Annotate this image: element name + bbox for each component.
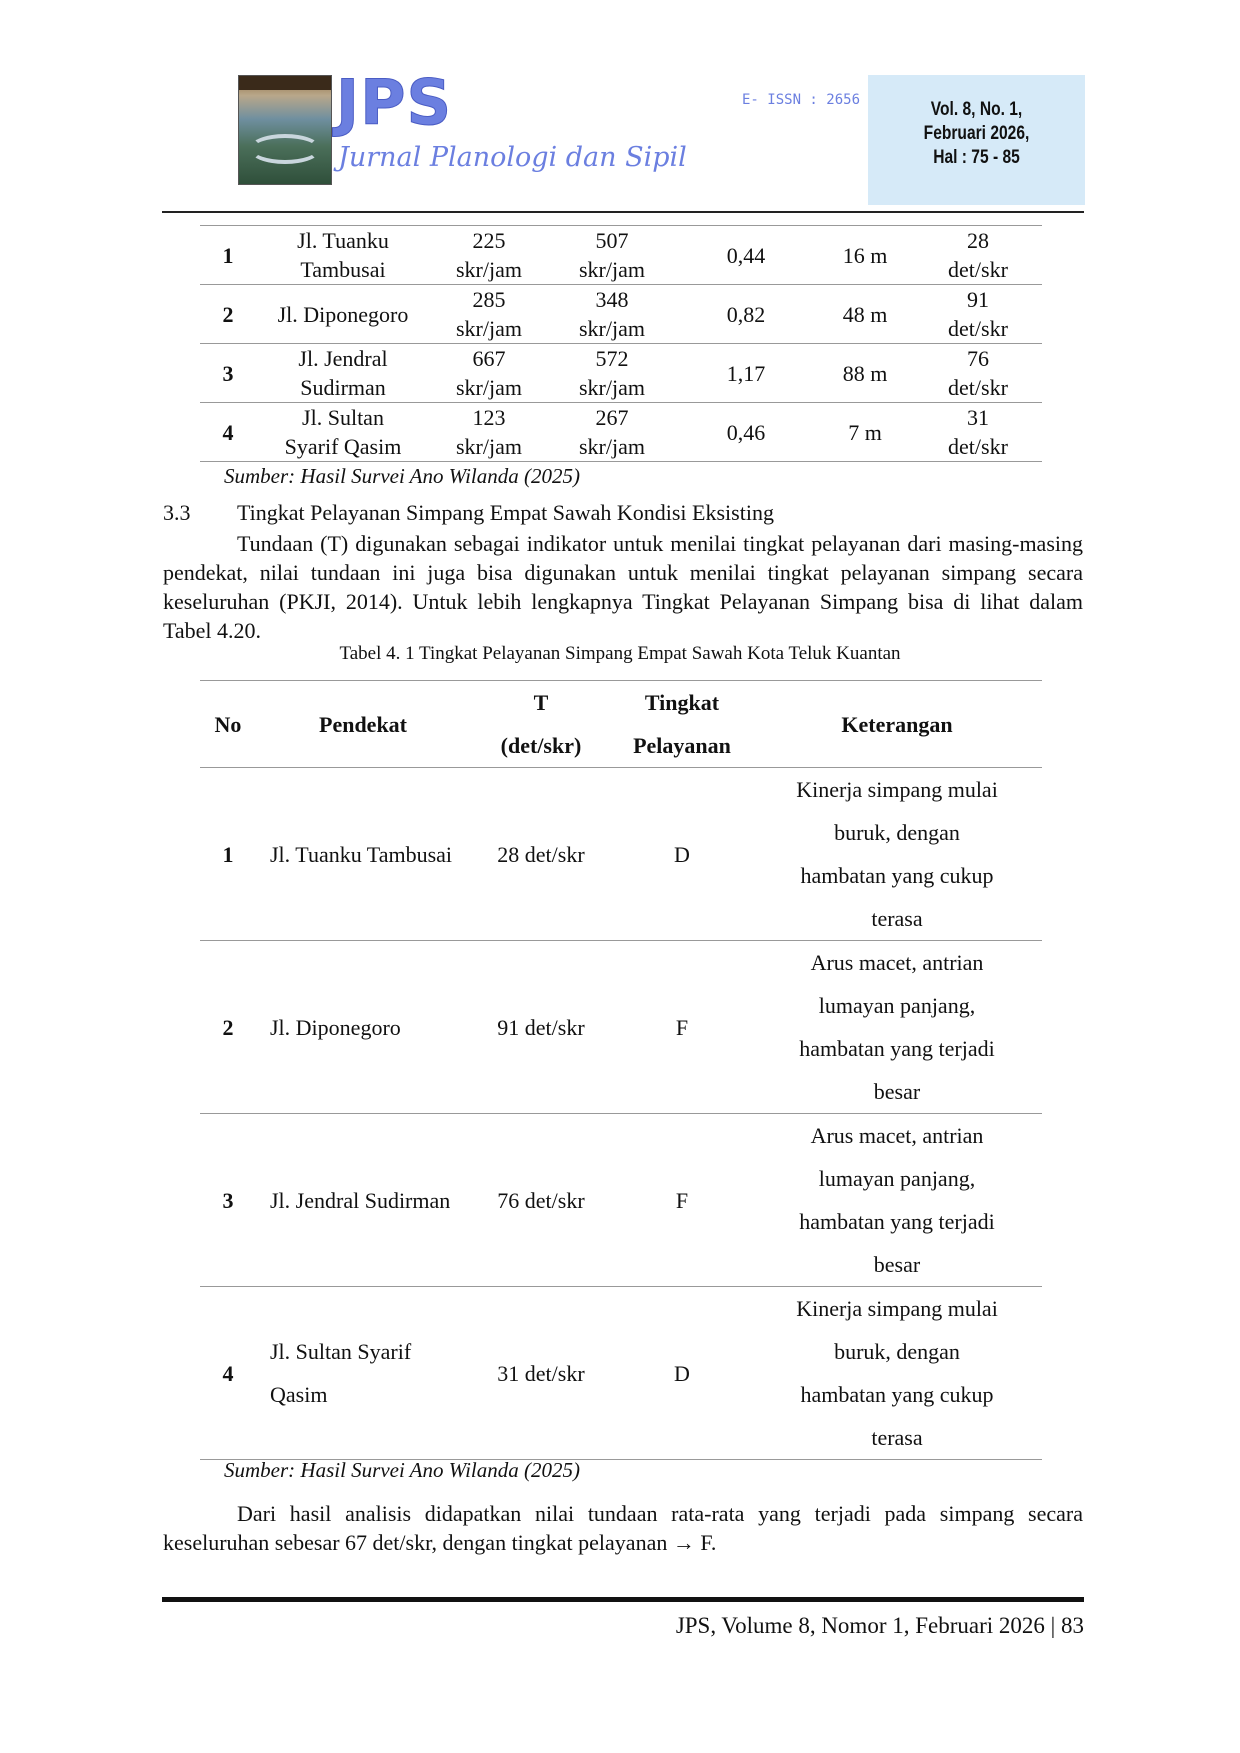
row-number: [200, 226, 256, 285]
ratio: [676, 403, 816, 462]
volume-box: [868, 75, 1085, 205]
ratio: [676, 226, 816, 285]
header-keterangan: Keterangan: [841, 711, 953, 737]
volume-a: [430, 285, 548, 344]
conclusion-paragraph: [163, 1499, 1083, 1557]
row-number-line: 4: [222, 419, 234, 445]
table-prev-source: Sumber: Hasil Survei Ano Wilanda (2025): [224, 464, 580, 488]
header-t-line2: (det/skr): [500, 733, 582, 758]
ratio: [676, 285, 816, 344]
ratio: [676, 344, 816, 403]
delay-line: 28: [967, 228, 989, 253]
pendekat: [256, 768, 470, 941]
road-name: [256, 226, 430, 285]
issn-label: E- ISSN : 2656: [742, 92, 861, 108]
row-number: [200, 285, 256, 344]
delay-value: [470, 768, 612, 941]
volume-b: [548, 344, 676, 403]
row-number-line: 2: [222, 1014, 234, 1040]
ratio-line: 1,17: [726, 360, 766, 386]
volume-a-line: skr/jam: [456, 316, 522, 341]
queue-length: [816, 344, 914, 403]
row-number: [200, 941, 256, 1114]
keterangan-line: hambatan yang cukup: [800, 1382, 994, 1407]
delay-value-line: 28 det/skr: [497, 841, 585, 867]
row-number-line: 2: [222, 301, 234, 327]
service-level: [612, 768, 752, 941]
keterangan-line: Kinerja simpang mulai: [796, 777, 998, 802]
keterangan-line: Arus macet, antrian: [810, 950, 984, 975]
road-name-line: Sudirman: [300, 375, 386, 400]
road-name: [256, 344, 430, 403]
road-name: [256, 285, 430, 344]
pendekat: [256, 941, 470, 1114]
volume-b-line: 572: [595, 346, 629, 371]
keterangan-line: terasa: [871, 906, 923, 931]
volume-b-line: 507: [595, 228, 629, 253]
keterangan-line: Arus macet, antrian: [810, 1123, 984, 1148]
service-level: [612, 1114, 752, 1287]
table-los: [200, 680, 1042, 1460]
volume-label: Vol. 8, No. 1,: [930, 99, 1023, 120]
service-level-line: F: [675, 1187, 689, 1213]
queue-length: [816, 226, 914, 285]
date-label: Februari 2026,: [923, 123, 1030, 144]
road-name-line: Jl. Jendral: [298, 346, 388, 371]
volume-b-line: skr/jam: [579, 316, 645, 341]
table-row: [200, 344, 1042, 403]
row-number: [200, 1287, 256, 1460]
row-number-line: 1: [222, 841, 234, 867]
volume-a-line: skr/jam: [456, 257, 522, 282]
keterangan-line: hambatan yang terjadi: [799, 1209, 995, 1234]
pendekat-line: Jl. Jendral Sudirman: [270, 1187, 451, 1213]
table-caption: Tabel 4. 1 Tingkat Pelayanan Simpang Empat Sawah Kota Teluk Kuantan: [339, 643, 901, 664]
footer-rule: [162, 1597, 1084, 1602]
volume-a-line: skr/jam: [456, 434, 522, 459]
header-tp-line2: Pelayanan: [633, 733, 731, 758]
queue-length-line: 48 m: [842, 301, 888, 327]
keterangan: [752, 768, 1042, 941]
delay-value: [470, 941, 612, 1114]
road-name-line: Syarif Qasim: [284, 434, 402, 459]
pendekat-line: Qasim: [270, 1382, 328, 1407]
volume-b: [548, 226, 676, 285]
ratio-line: 0,82: [726, 301, 766, 327]
road-name-line: Jl. Tuanku: [297, 228, 389, 253]
header-rule: [162, 211, 1084, 213]
service-level: [612, 941, 752, 1114]
delay-value: [470, 1287, 612, 1460]
keterangan-line: besar: [873, 1252, 921, 1277]
volume-b-line: 348: [595, 287, 629, 312]
road-name: [256, 403, 430, 462]
row-number-line: 3: [222, 1187, 234, 1213]
keterangan-line: Kinerja simpang mulai: [796, 1296, 998, 1321]
row-number: [200, 403, 256, 462]
volume-b: [548, 403, 676, 462]
table-row: [200, 941, 1042, 1114]
delay-value-line: 76 det/skr: [497, 1187, 585, 1213]
header-pendekat: Pendekat: [319, 711, 407, 737]
section-paragraph: Tundaan (T) digunakan sebagai indikator untuk menilai tingkat pelayanan dari masing-masing pendekat, nilai tundaan ini juga bisa digunakan untuk menilai tingkat pelayanan simpang secara keseluruhan (PKJI, 2014). Untuk lebih lengkapnya Tingkat Pelayanan Simpang bisa di lihat dalam Tabel 4.20.: [163, 531, 1083, 643]
volume-b-line: skr/jam: [579, 375, 645, 400]
service-level: [612, 1287, 752, 1460]
delay-line: 91: [967, 287, 989, 312]
journal-logo: JPS: [336, 66, 453, 139]
pendekat-line: Jl. Diponegoro: [270, 1014, 401, 1040]
keterangan-line: buruk, dengan: [834, 1339, 960, 1364]
delay: [914, 226, 1042, 285]
ratio-line: 0,46: [726, 419, 766, 445]
queue-length-line: 16 m: [842, 242, 888, 268]
row-number: [200, 1114, 256, 1287]
service-level-line: D: [674, 841, 690, 867]
service-level-line: D: [674, 1360, 690, 1386]
pages-label: Hal : 75 - 85: [933, 147, 1020, 168]
delay: [914, 344, 1042, 403]
page-footer: JPS, Volume 8, Nomor 1, Februari 2026 | 83: [675, 1613, 1084, 1638]
queue-length-line: 7 m: [848, 419, 882, 445]
table-row: [200, 1287, 1042, 1460]
section-title: Tingkat Pelayanan Simpang Empat Sawah Kondisi Eksisting: [237, 500, 774, 525]
delay-line: det/skr: [948, 434, 1008, 459]
conclusion-grade: F.: [700, 1530, 717, 1555]
journal-name: Jurnal Planologi dan Sipil: [338, 142, 687, 173]
road-name-line: Tambusai: [300, 257, 386, 282]
section-number: 3.3: [163, 500, 191, 525]
volume-b-line: 267: [595, 405, 629, 430]
pendekat-line: Jl. Sultan Syarif: [270, 1339, 412, 1364]
volume-a: [430, 403, 548, 462]
volume-a-line: 285: [472, 287, 506, 312]
row-number-line: 4: [222, 1360, 234, 1386]
delay-line: det/skr: [948, 375, 1008, 400]
volume-b: [548, 285, 676, 344]
keterangan: [752, 941, 1042, 1114]
delay: [914, 403, 1042, 462]
keterangan-line: hambatan yang cukup: [800, 863, 994, 888]
header-tingkat-pelayanan: [612, 681, 752, 768]
pendekat: [256, 1114, 470, 1287]
delay-line: 31: [967, 405, 989, 430]
row-number: [200, 344, 256, 403]
keterangan-line: hambatan yang terjadi: [799, 1036, 995, 1061]
delay-value-line: 31 det/skr: [497, 1360, 585, 1386]
row-number-line: 3: [222, 360, 234, 386]
road-name-line: Jl. Diponegoro: [277, 301, 409, 327]
volume-a-line: 123: [472, 405, 506, 430]
delay-line: det/skr: [948, 257, 1008, 282]
delay: [914, 285, 1042, 344]
conclusion-text: Dari hasil analisis didapatkan nilai tundaan rata-rata yang terjadi pada simpang secara keseluruhan sebesar 67 det/skr, dengan tingkat pelayanan: [163, 1501, 1083, 1555]
volume-b-line: skr/jam: [579, 257, 645, 282]
volume-a: [430, 344, 548, 403]
keterangan-line: lumayan panjang,: [818, 993, 976, 1018]
arrow-icon: →: [672, 1530, 695, 1555]
table-los-source: Sumber: Hasil Survei Ano Wilanda (2025): [224, 1458, 580, 1482]
delay-line: 76: [967, 346, 989, 371]
volume-a-line: 225: [472, 228, 506, 253]
table-row: [200, 403, 1042, 462]
keterangan-line: terasa: [871, 1425, 923, 1450]
table-row: [200, 1114, 1042, 1287]
volume-a-line: skr/jam: [456, 375, 522, 400]
table-row: [200, 768, 1042, 941]
journal-cover-image: [238, 75, 332, 185]
queue-length-line: 88 m: [842, 360, 888, 386]
keterangan-line: buruk, dengan: [834, 820, 960, 845]
queue-length: [816, 285, 914, 344]
volume-a-line: 667: [472, 346, 506, 371]
table-prev: [200, 225, 1042, 462]
row-number: [200, 768, 256, 941]
delay-line: det/skr: [948, 316, 1008, 341]
pendekat: [256, 1287, 470, 1460]
header-t-line1: T: [533, 690, 549, 715]
keterangan-line: besar: [873, 1079, 921, 1104]
table-row: [200, 226, 1042, 285]
table-row: [200, 285, 1042, 344]
delay-value: [470, 1114, 612, 1287]
service-level-line: F: [675, 1014, 689, 1040]
header-no: No: [214, 711, 242, 737]
queue-length: [816, 403, 914, 462]
table-header-row: [200, 681, 1042, 768]
volume-b-line: skr/jam: [579, 434, 645, 459]
ratio-line: 0,44: [726, 242, 766, 268]
volume-a: [430, 226, 548, 285]
header-tp-line1: Tingkat: [644, 690, 720, 715]
header-t: [470, 681, 612, 768]
keterangan: [752, 1287, 1042, 1460]
row-number-line: 1: [222, 242, 234, 268]
pendekat-line: Jl. Tuanku Tambusai: [270, 841, 453, 867]
road-name-line: Jl. Sultan: [302, 405, 384, 430]
keterangan: [752, 1114, 1042, 1287]
delay-value-line: 91 det/skr: [497, 1014, 585, 1040]
keterangan-line: lumayan panjang,: [818, 1166, 976, 1191]
